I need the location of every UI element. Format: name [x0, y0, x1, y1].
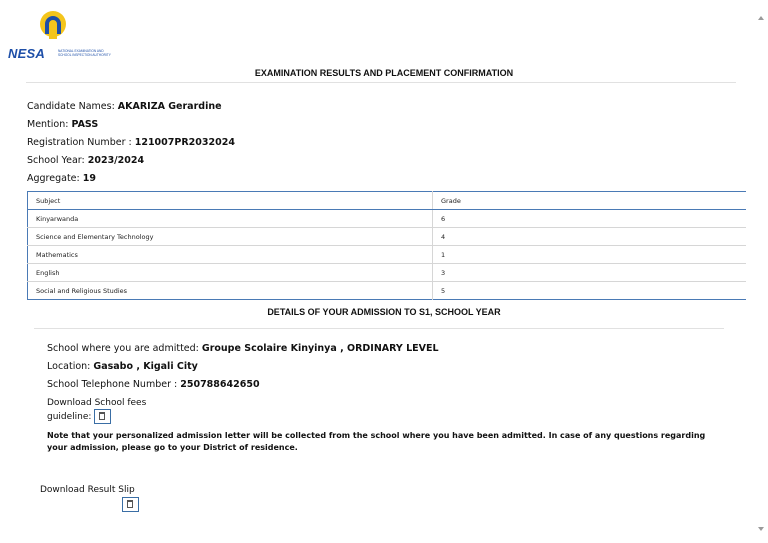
column-header-subject: Subject [28, 192, 433, 210]
lightbulb-logo-icon [36, 10, 70, 44]
fees-guideline-label-cont: guideline: [47, 412, 92, 422]
table-row [28, 210, 747, 228]
logo-wordmark: NESA [8, 46, 45, 61]
grade-cell: 5 [441, 286, 446, 295]
download-result-slip-label: Download Result Slip [40, 485, 135, 495]
subject-cell: English [28, 264, 433, 282]
school-location: Location: Gasabo , Kigali City [47, 361, 198, 372]
download-fees-guideline-button[interactable] [94, 409, 111, 424]
table-row [28, 246, 747, 264]
mention: Mention: PASS [27, 119, 99, 130]
grade-cell: 1 [433, 246, 747, 264]
admission-note: Note that your personalized admission letter will be collected from the school where you have been admitted. In case of any questions regarding your admission, please go to your District of residence. [47, 431, 706, 452]
logo-subtitle: NATIONAL EXAMINATION AND SCHOOL INSPECTION AUTHORITY [58, 49, 111, 57]
table-header-row [28, 192, 747, 210]
admission-title: DETAILS OF YOUR ADMISSION TO S1, SCHOOL YEAR [267, 307, 501, 317]
aggregate: Aggregate: 19 [27, 173, 96, 184]
table-row [28, 282, 747, 300]
nesa-logo [8, 10, 128, 64]
subject-cell: Mathematics [28, 246, 433, 264]
table-row [28, 264, 747, 282]
divider [34, 328, 724, 329]
scroll-down-arrow-icon[interactable] [758, 527, 764, 531]
scroll-up-arrow-icon[interactable] [758, 16, 764, 20]
column-header-grade: Grade [433, 192, 747, 210]
school-year: School Year: 2023/2024 [27, 155, 145, 166]
admitted-school: School where you are admitted: Groupe Scolaire Kinyinya , ORDINARY LEVEL [47, 343, 439, 354]
document-icon [127, 500, 133, 508]
school-telephone: School Telephone Number : 250788642650 [47, 379, 260, 390]
candidate-names: Candidate Names: AKARIZA Gerardine [27, 101, 222, 112]
download-result-slip-button[interactable] [122, 497, 139, 512]
table-row [28, 228, 747, 246]
divider [26, 82, 736, 83]
fees-guideline [47, 398, 146, 424]
results-title: EXAMINATION RESULTS AND PLACEMENT CONFIRMATION [254, 68, 514, 78]
grades-table [27, 191, 746, 300]
document-icon [99, 412, 105, 420]
grade-cell: 4 [433, 228, 747, 246]
subject-cell: Social and Religious Studies [28, 282, 433, 300]
fees-guideline-label: Download School fees [47, 398, 147, 408]
grade-cell: 3 [433, 264, 747, 282]
grade-cell: 6 [433, 210, 747, 228]
vertical-scrollbar[interactable] [753, 0, 768, 543]
subject-cell: Kinyarwanda [28, 210, 433, 228]
registration-number: Registration Number : 121007PR2032024 [27, 137, 235, 148]
subject-cell: Science and Elementary Technology [28, 228, 433, 246]
